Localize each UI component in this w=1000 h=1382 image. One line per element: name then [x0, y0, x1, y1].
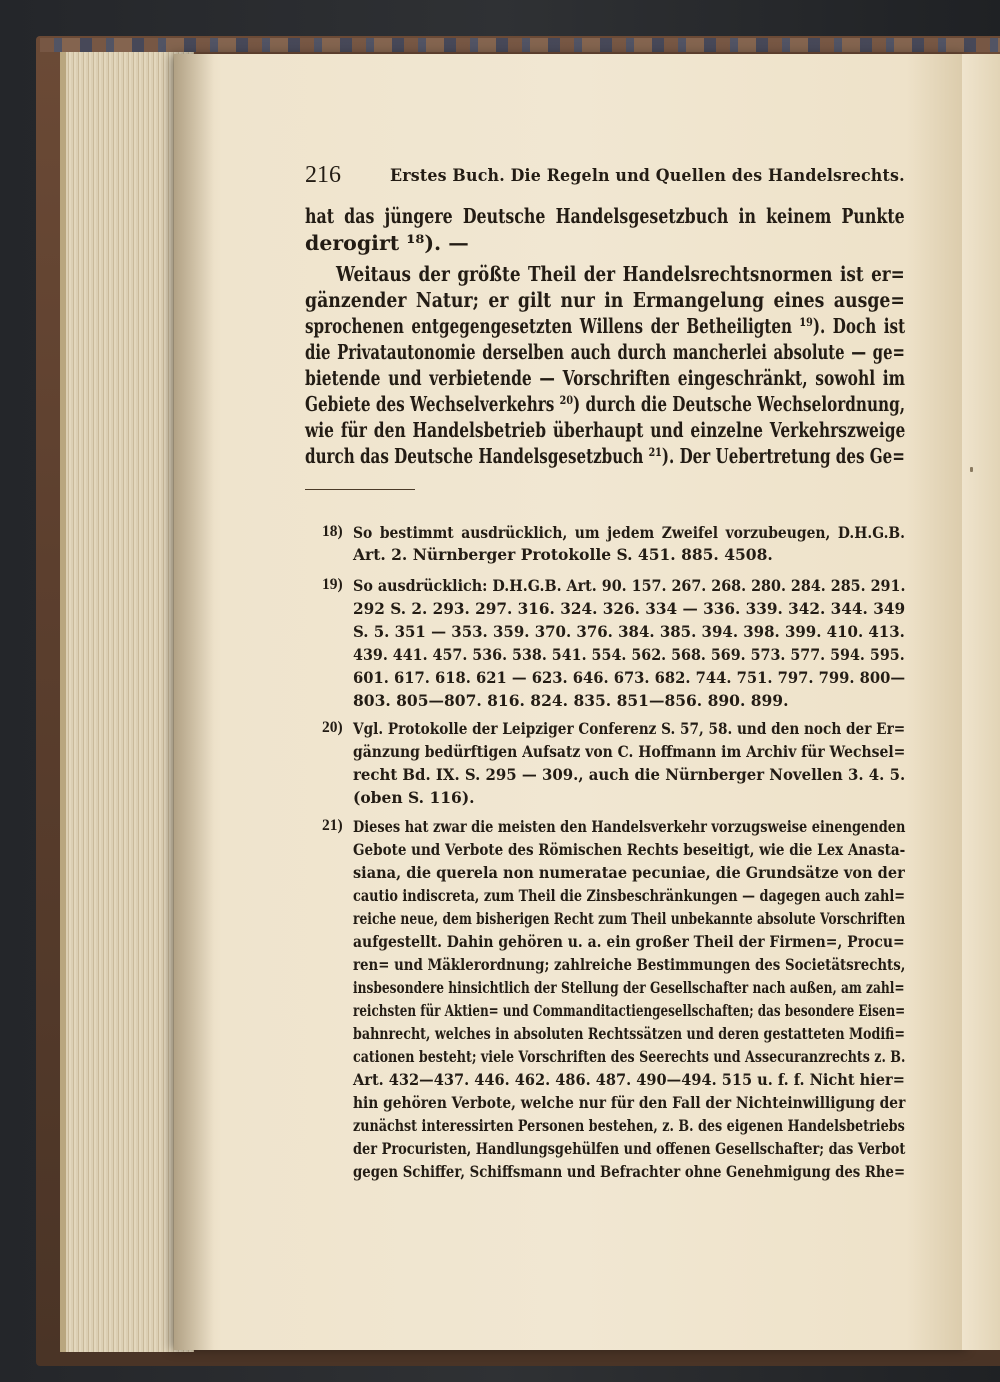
- body-line: Weitaus der größte Theil der Handelsrechtsnormen ist er=: [336, 262, 905, 286]
- body-line: sprochenen entgegengesetzten Willens der Betheiligten ¹⁹). Doch ist: [305, 314, 906, 338]
- footnote-line: der Procuristen, Handlungsgehülfen und offenen Gesellschafter; das Verbot: [353, 1139, 906, 1158]
- footnote-line: Dieses hat zwar die meisten den Handelsverkehr vorzugsweise einengenden: [353, 817, 906, 836]
- body-line: gänzender Natur; er gilt nur in Ermangelung eines ausge=: [305, 288, 905, 312]
- footnote-line: Art. 432—437. 446. 462. 486. 487. 490—494. 515 u. f. f. Nicht hier=: [353, 1070, 905, 1089]
- footnote-line: So ausdrücklich: D.H.G.B. Art. 90. 157. 267. 268. 280. 284. 285. 291.: [353, 576, 906, 595]
- body-line: Gebiete des Wechselverkehrs ²⁰) durch die Deutsche Wechselordnung,: [305, 392, 906, 416]
- footnote-line: gänzung bedürftigen Aufsatz von C. Hoffmann im Archiv für Wechsel=: [353, 742, 906, 761]
- footnote-line: recht Bd. IX. S. 295 — 309., auch die Nürnberger Novellen 3. 4. 5.: [353, 765, 906, 784]
- footnote-line: So bestimmt ausdrücklich, um jedem Zweifel vorzubeugen, D.H.G.B.: [353, 523, 905, 542]
- running-head: Erstes Buch. Die Regeln und Quellen des Handelsrechts.: [390, 166, 905, 186]
- footnote-line: insbesondere hinsichtlich der Stellung der Gesellschafter nach außen, am zahl=: [353, 978, 905, 997]
- page-number: 216: [305, 162, 341, 188]
- body-line: bietende und verbietende — Vorschriften eingeschränkt, sowohl im: [305, 366, 906, 390]
- footnote-line: reiche neue, dem bisherigen Recht zum Theil unbekannte absolute Vorschriften: [353, 909, 906, 928]
- footnote-number: 21): [322, 817, 343, 834]
- body-line: die Privatautonomie derselben auch durch mancherlei absolute — ge=: [305, 340, 905, 364]
- margin-mark: [970, 467, 973, 472]
- footnote-line: aufgestellt. Dahin gehören u. a. ein großer Theil der Firmen=, Procu=: [353, 932, 905, 951]
- cover-marbling: [40, 38, 1000, 52]
- body-line: derogirt ¹⁸). —: [305, 231, 469, 255]
- footnote-rule: [305, 489, 415, 490]
- footnote-line: 601. 617. 618. 621 — 623. 646. 673. 682. 744. 751. 797. 799. 800—: [353, 668, 906, 687]
- facing-page-edge: [962, 54, 1000, 1350]
- footnote-line: bahnrecht, welches in absoluten Rechtssätzen und deren gestatteten Modifi=: [353, 1024, 906, 1043]
- footnote-line: S. 5. 351 — 353. 359. 370. 376. 384. 385. 394. 398. 399. 410. 413.: [353, 622, 905, 641]
- footnote-line: ren= und Mäklerordnung; zahlreiche Bestimmungen des Societätsrechts,: [353, 955, 906, 974]
- footnote-line: 292 S. 2. 293. 297. 316. 324. 326. 334 — 336. 339. 342. 344. 349: [353, 599, 906, 618]
- footnote-line: gegen Schiffer, Schiffsmann und Befrachter ohne Genehmigung des Rhe=: [353, 1162, 906, 1181]
- footnote-line: 803. 805—807. 816. 824. 835. 851—856. 890. 899.: [353, 691, 789, 710]
- footnote-line: cautio indiscreta, zum Theil die Zinsbeschränkungen — dagegen auch zahl=: [353, 886, 906, 905]
- footnote-line: (oben S. 116).: [353, 788, 475, 807]
- footnote-number: 19): [322, 576, 343, 593]
- footnote-line: hin gehören Verbote, welche nur für den Fall der Nichteinwilligung der: [353, 1093, 906, 1112]
- footnote-line: 439. 441. 457. 536. 538. 541. 554. 562. 568. 569. 573. 577. 594. 595.: [353, 645, 905, 664]
- footnote-line: Gebote und Verbote des Römischen Rechts beseitigt, wie die Lex Anasta-: [353, 840, 906, 859]
- footnote-line: Vgl. Protokolle der Leipziger Conferenz S. 57, 58. und den noch der Er=: [353, 719, 906, 738]
- body-line: wie für den Handelsbetrieb überhaupt und einzelne Verkehrszweige: [305, 418, 906, 442]
- footnote-number: 20): [322, 719, 343, 736]
- footnote-line: zunächst interessirten Personen bestehen, z. B. des eigenen Handelsbetriebs: [353, 1116, 905, 1135]
- body-line: durch das Deutsche Handelsgesetzbuch ²¹). Der Uebertretung des Ge=: [305, 444, 905, 468]
- gutter-shadow: [174, 54, 214, 1350]
- footnote-line: Art. 2. Nürnberger Protokolle S. 451. 885. 4508.: [353, 545, 773, 564]
- footnote-line: siana, die querela non numeratae pecuniae, die Grundsätze von der: [353, 863, 905, 882]
- footnote-number: 18): [322, 523, 343, 540]
- body-line: hat das jüngere Deutsche Handelsgesetzbuch in keinem Punkte: [305, 204, 905, 228]
- footnote-line: cationen besteht; viele Vorschriften des Seerechts und Assecuranzrechts z. B.: [353, 1047, 906, 1066]
- footnote-line: reichsten für Aktien= und Commanditactiengesellschaften; das besondere Eisen=: [353, 1001, 906, 1020]
